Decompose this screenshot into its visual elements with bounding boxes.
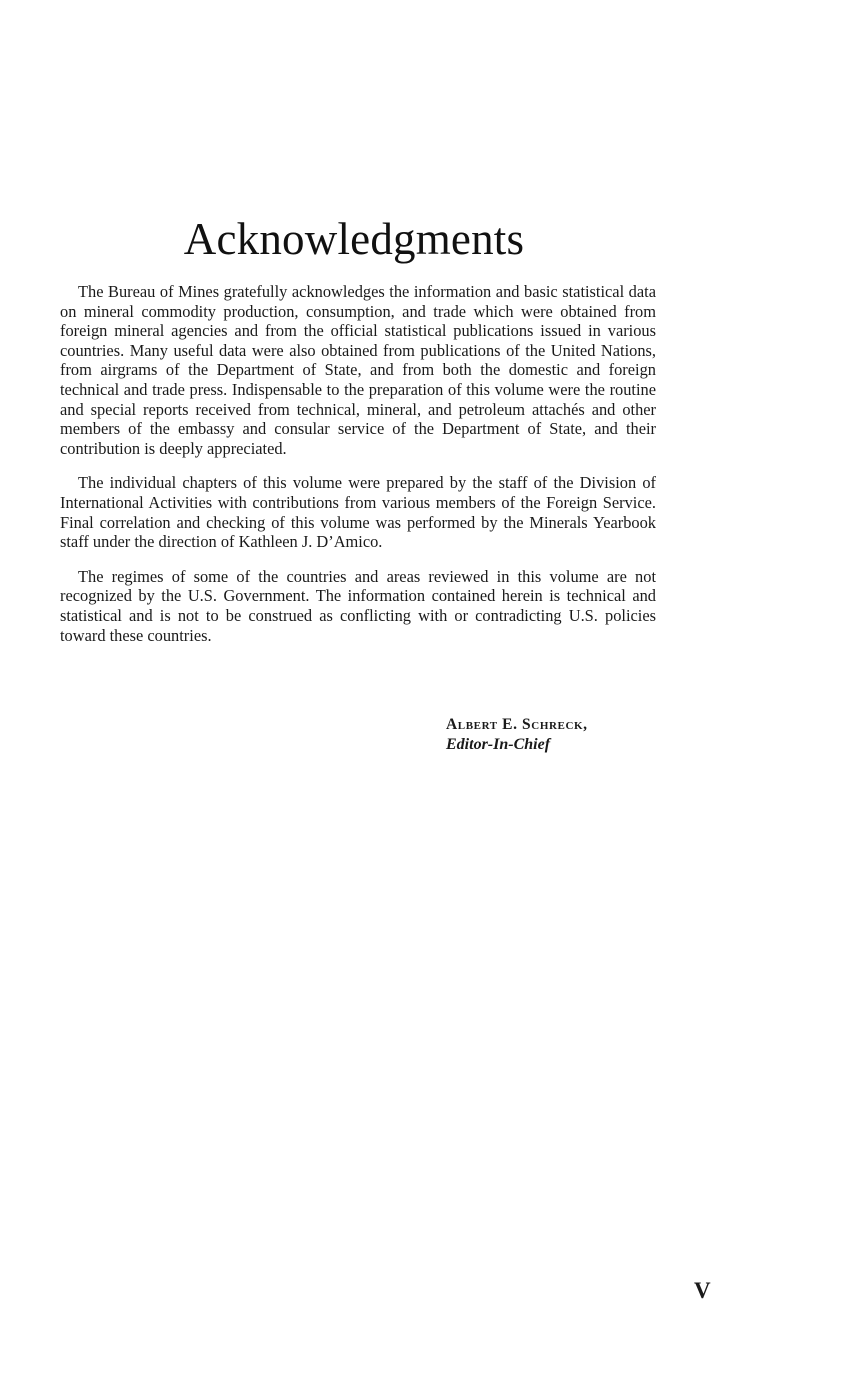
page-number: V (694, 1278, 712, 1303)
paragraph-preparation: The individual chapters of this volume were prepared by the staff of the Division of International Activities with contributions from various members of the Foreign Service. Final correlation and checking of this volume was performed by the Minerals Yearbook staff under the direction of Kathleen J. D’Amico. (60, 473, 656, 552)
paragraph-data-sources: The Bureau of Mines gratefully acknowledges the information and basic statistical data on mineral commodity production, consumption, and trade which were obtained from foreign mineral agencies and from the official statistical publications issued in various countries. Many useful data were also obtained from publications of the United Nations, from airgrams of the Department of State, and from both the domestic and foreign technical and trade press. Indispensable to the preparation of this volume were the routine and special reports received from technical, mineral, and petroleum attachés and other members of the embassy and consular service of the Department of State, and their contribution is deeply appreciated. (60, 282, 656, 458)
page-title: Acknowledgments (183, 214, 525, 264)
paragraph-disclaimer: The regimes of some of the countries and areas reviewed in this volume are not recognized by the U.S. Government. The information contained herein is technical and statistical and is not to be construed as conflicting with or contradicting U.S. policies toward these countries. (60, 566, 656, 645)
signature-title: Editor-In-Chief (446, 736, 551, 753)
signature-block (446, 715, 588, 755)
acknowledgments-body (60, 282, 656, 660)
signature-name: Albert E. Schreck, (446, 716, 588, 733)
